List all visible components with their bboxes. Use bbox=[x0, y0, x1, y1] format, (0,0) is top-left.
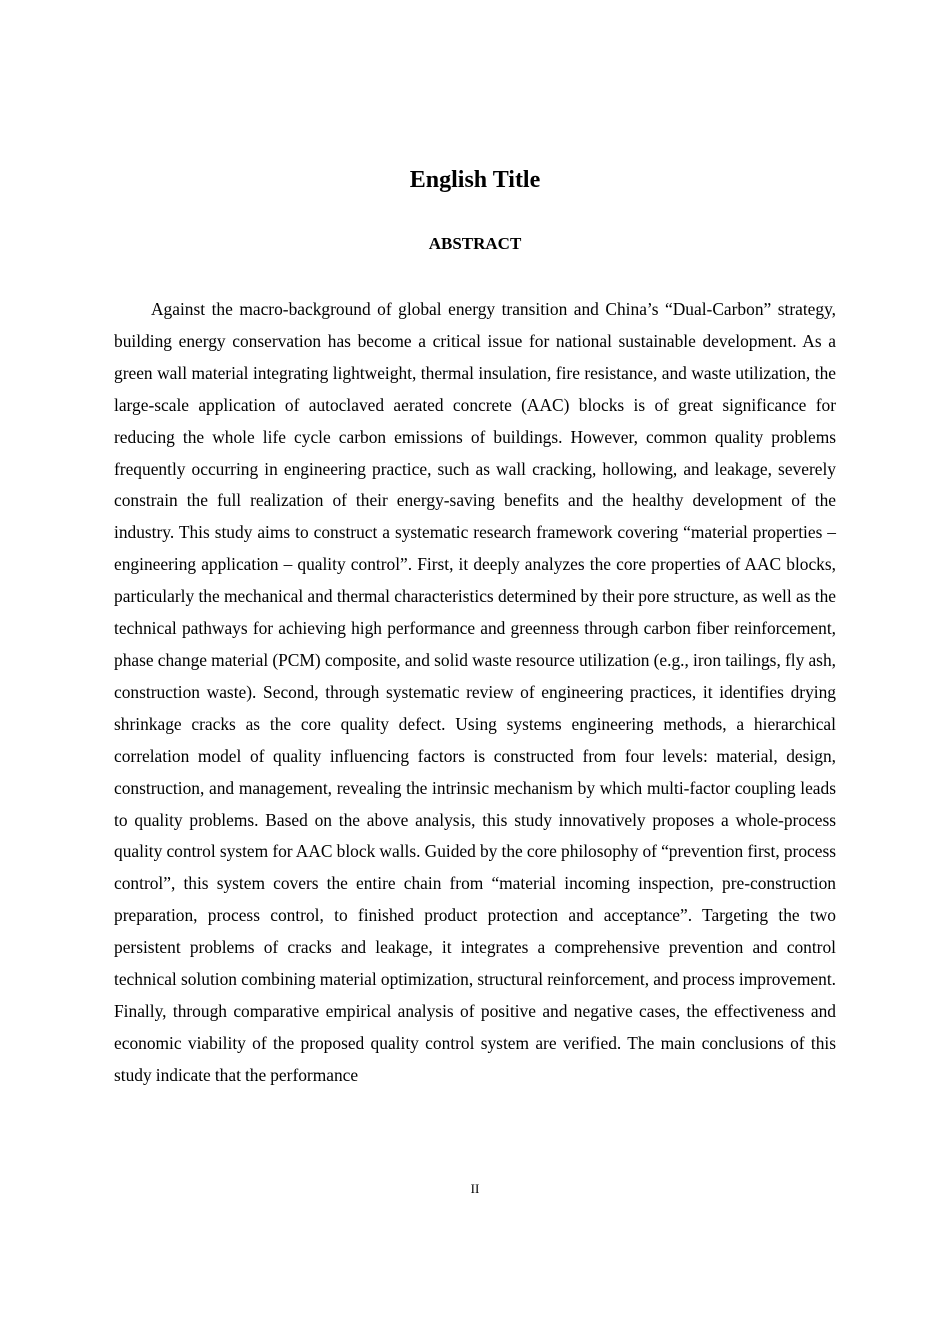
page-number: II bbox=[470, 1181, 480, 1196]
abstract-paragraph: Against the macro-background of global energy transition and China’s “Dual-Carbon” strategy, building energy conservation has become a critical issue for national sustainable development. As a green wall material integrating lightweight, thermal insulation, fire resistance, and waste utilization, the large-scale application of autoclaved aerated concrete (AAC) blocks is of great significance for reducing the whole life cycle carbon emissions of buildings. However, common quality problems frequently occurring in engineering practice, such as wall cracking, hollowing, and leakage, severely constrain the full realization of their energy-saving benefits and the healthy development of the industry. This study aims to construct a systematic research framework covering “material properties – engineering application – quality control”. First, it deeply analyzes the core properties of AAC blocks, particularly the mechanical and thermal characteristics determined by their pore structure, as well as the technical pathways for achieving high performance and greenness through carbon fiber reinforcement, phase change material (PCM) composite, and solid waste resource utilization (e.g., iron tailings, fly ash, construction waste). Second, through systematic review of engineering practices, it identifies drying shrinkage cracks as the core quality defect. Using systems engineering methods, a hierarchical correlation model of quality influencing factors is constructed from four levels: material, design, construction, and management, revealing the intrinsic mechanism by which multi-factor coupling leads to quality problems. Based on the above analysis, this study innovatively proposes a whole-process quality control system for AAC block walls. Guided by the core philosophy of “prevention first, process control”, this system covers the entire chain from “material incoming inspection, pre-construction preparation, process control, to finished product protection and acceptance”. Targeting the two persistent problems of cracks and leakage, it integrates a comprehensive prevention and control technical solution combining material optimization, structural reinforcement, and process improvement. Finally, through comparative empirical analysis of positive and negative cases, the effectiveness and economic viability of the proposed quality control system are verified. The main conclusions of this study indicate that the performance bbox=[114, 299, 836, 1085]
document-title: English Title bbox=[409, 167, 541, 193]
abstract-heading: ABSTRACT bbox=[428, 234, 522, 253]
